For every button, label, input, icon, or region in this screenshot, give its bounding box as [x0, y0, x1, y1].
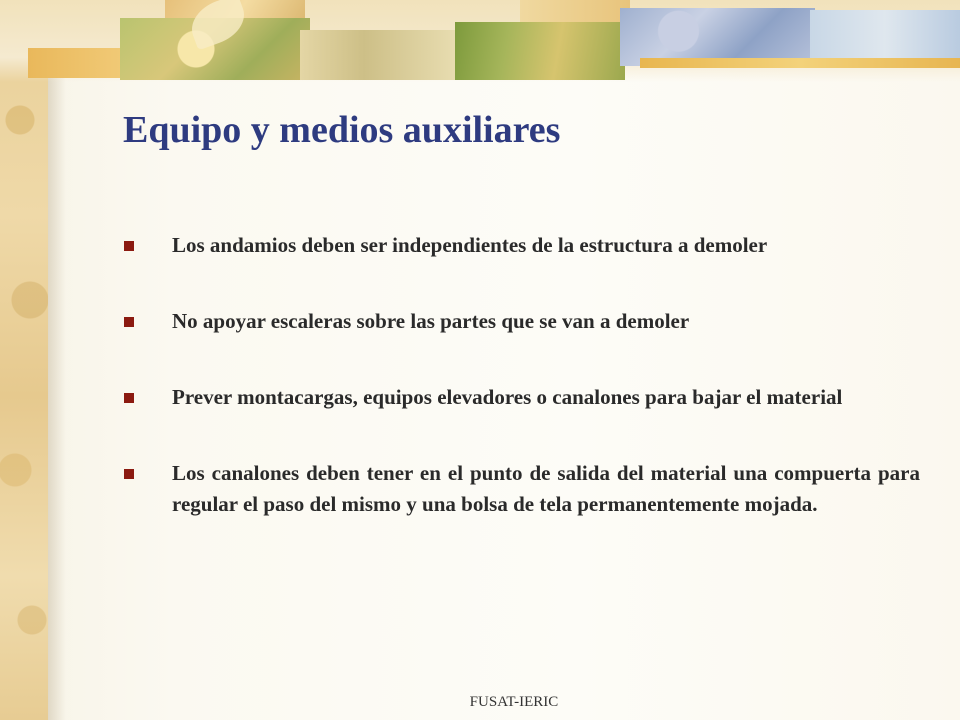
bullet-item [124, 458, 920, 520]
banner-tile [810, 10, 960, 62]
bullet-square-icon [124, 393, 134, 403]
bullet-text: Los andamios deben ser independientes de la estructura a demoler [172, 233, 768, 257]
bullet-square-icon [124, 469, 134, 479]
bullet-square-icon [124, 317, 134, 327]
bullet-list [124, 230, 920, 520]
bullet-text: No apoyar escaleras sobre las partes que se van a demoler [172, 309, 690, 333]
left-decorative-strip [0, 0, 48, 720]
footer-text: FUSAT-IERIC [469, 694, 559, 710]
bullet-item [124, 382, 920, 413]
bullet-item [124, 306, 920, 337]
banner-tile [455, 22, 625, 80]
banner-tile [300, 30, 460, 80]
bullet-text: Prever montacargas, equipos elevadores o canalones para bajar el material [172, 385, 843, 409]
slide-footer [0, 694, 960, 711]
top-decorative-banner [0, 0, 960, 82]
slide-title: Equipo y medios auxiliares [123, 109, 561, 151]
left-strip-shadow [48, 0, 66, 720]
bullet-item [124, 230, 920, 261]
banner-gold-stripe [640, 58, 960, 68]
bullet-square-icon [124, 241, 134, 251]
bullet-text: Los canalones deben tener en el punto de salida del material una compuerta para regular el paso del mismo y una bolsa de tela permanentemente mojada. [172, 461, 920, 516]
